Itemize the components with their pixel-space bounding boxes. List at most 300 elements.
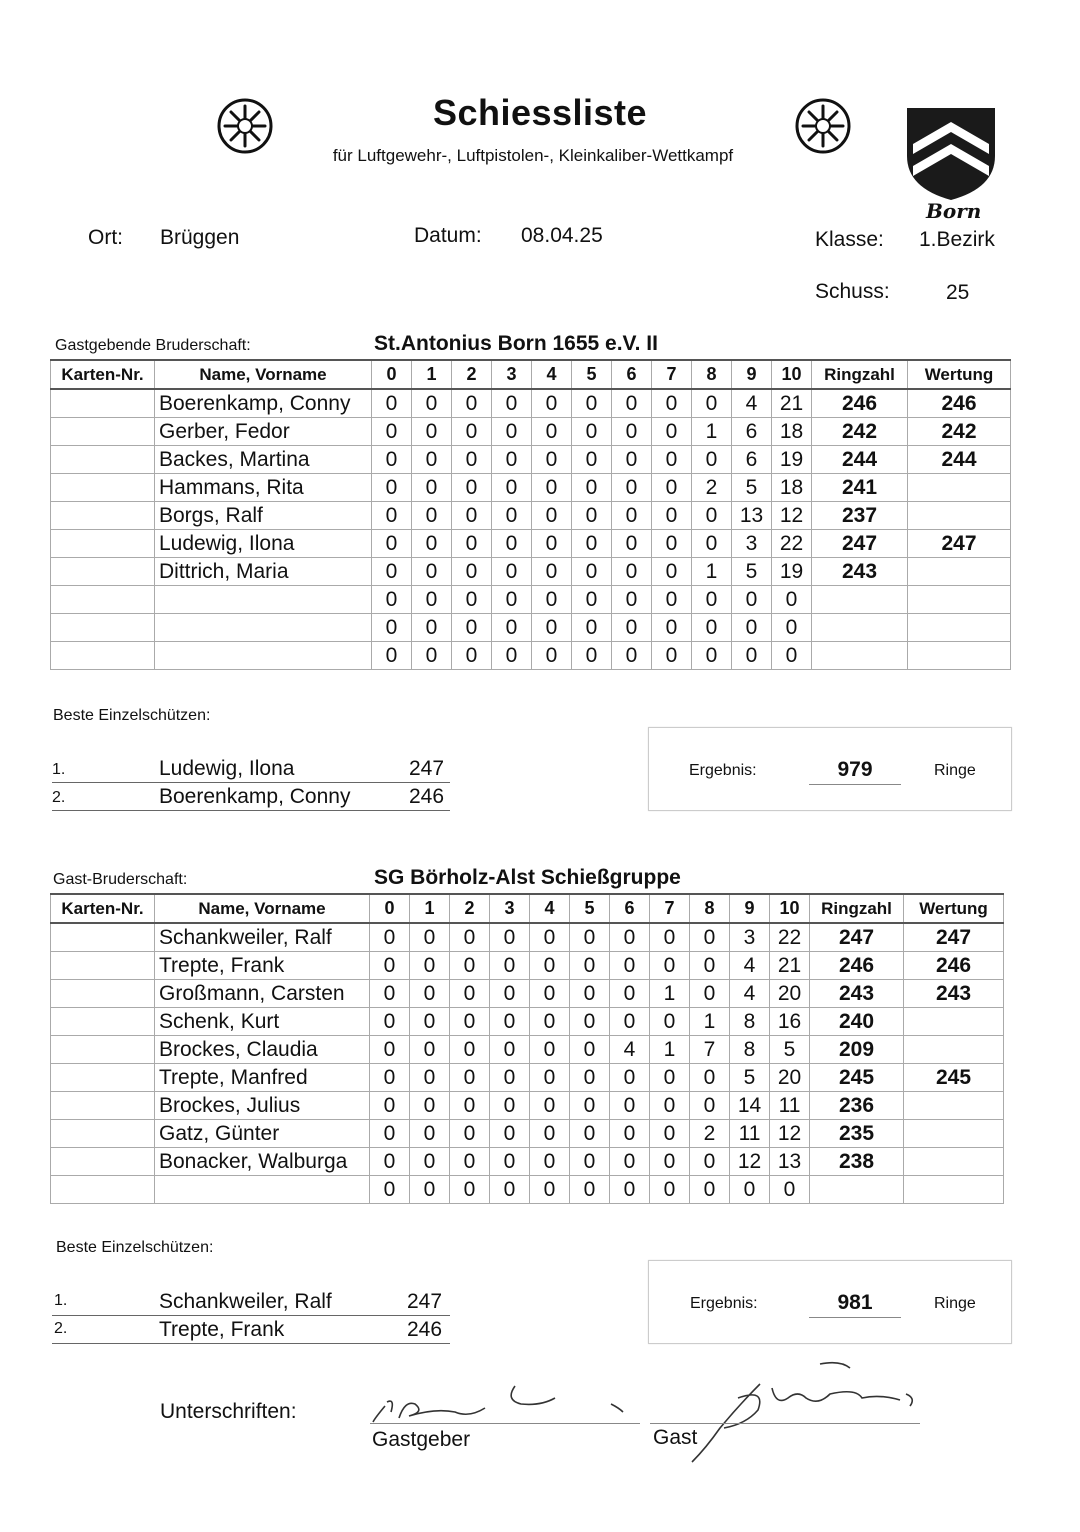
best-rank: 2. bbox=[52, 789, 66, 806]
ring-2-count-cell: 0 bbox=[450, 1148, 490, 1176]
ring-4-count-cell: 0 bbox=[532, 389, 572, 418]
ring-10-count-cell: 0 bbox=[772, 642, 812, 670]
ring-4-header: 4 bbox=[530, 894, 570, 923]
ring-0-count-cell: 0 bbox=[370, 1148, 410, 1176]
table-row bbox=[51, 923, 1004, 952]
ring-8-count-cell: 1 bbox=[692, 418, 732, 446]
shooter-name-cell: Gatz, Günter bbox=[155, 1120, 370, 1148]
ring-6-count-cell: 0 bbox=[612, 530, 652, 558]
ring-1-count-cell: 0 bbox=[410, 1176, 450, 1204]
ring-7-count-cell: 0 bbox=[652, 474, 692, 502]
shooter-name-cell: Brockes, Claudia bbox=[155, 1036, 370, 1064]
wertung-cell bbox=[908, 502, 1011, 530]
wertung-cell: 245 bbox=[904, 1064, 1004, 1092]
ring-9-count-cell: 4 bbox=[730, 980, 770, 1008]
ring-7-header: 7 bbox=[650, 894, 690, 923]
ring-7-count-cell: 0 bbox=[650, 1120, 690, 1148]
ring-1-count-cell: 0 bbox=[410, 1148, 450, 1176]
karten-nr-cell bbox=[51, 1176, 155, 1204]
host-best-row bbox=[52, 757, 450, 783]
table-row bbox=[51, 389, 1011, 418]
page-title: Schiessliste bbox=[432, 92, 648, 133]
ring-9-count-cell: 14 bbox=[730, 1092, 770, 1120]
ring-10-count-cell: 5 bbox=[770, 1036, 810, 1064]
chevron-shield-crest-icon bbox=[903, 104, 999, 202]
ringzahl-cell: 246 bbox=[810, 952, 904, 980]
best-name: Boerenkamp, Conny bbox=[159, 785, 351, 808]
ring-8-count-cell: 0 bbox=[690, 1092, 730, 1120]
signatures-label: Unterschriften: bbox=[160, 1400, 297, 1423]
ring-2-count-cell: 0 bbox=[452, 389, 492, 418]
karten-nr-cell bbox=[51, 1008, 155, 1036]
ring-3-count-cell: 0 bbox=[490, 1036, 530, 1064]
ring-0-count-cell: 0 bbox=[370, 952, 410, 980]
ring-9-count-cell: 0 bbox=[730, 1176, 770, 1204]
ring-8-count-cell: 2 bbox=[690, 1120, 730, 1148]
table-row bbox=[51, 1036, 1004, 1064]
ring-3-count-cell: 0 bbox=[492, 418, 532, 446]
host-best-row bbox=[52, 785, 450, 811]
ring-1-count-cell: 0 bbox=[412, 389, 452, 418]
karten-nr-cell bbox=[51, 586, 155, 614]
ring-4-header: 4 bbox=[532, 360, 572, 389]
ring-4-count-cell: 0 bbox=[532, 418, 572, 446]
best-score: 247 bbox=[407, 1290, 443, 1313]
ring-0-count-cell: 0 bbox=[370, 923, 410, 952]
ring-0-count-cell: 0 bbox=[370, 1036, 410, 1064]
ring-9-count-cell: 13 bbox=[732, 502, 772, 530]
ring-10-count-cell: 21 bbox=[772, 389, 812, 418]
ergebnis-label: Ergebnis: bbox=[689, 762, 757, 779]
ring-2-header: 2 bbox=[450, 894, 490, 923]
schuss-label: Schuss: bbox=[815, 280, 890, 303]
karten-nr-cell bbox=[51, 1036, 155, 1064]
ring-1-count-cell: 0 bbox=[410, 1036, 450, 1064]
ringzahl-cell: 235 bbox=[810, 1120, 904, 1148]
ring-10-count-cell: 18 bbox=[772, 418, 812, 446]
ring-4-count-cell: 0 bbox=[532, 530, 572, 558]
ring-4-count-cell: 0 bbox=[530, 1092, 570, 1120]
page-subtitle: für Luftgewehr-, Luftpistolen-, Kleinkaliber-Wettkampf bbox=[332, 146, 734, 165]
karten-nr-cell bbox=[51, 530, 155, 558]
ring-4-count-cell: 0 bbox=[530, 1064, 570, 1092]
karten-nr-cell bbox=[51, 418, 155, 446]
ring-2-count-cell: 0 bbox=[450, 1120, 490, 1148]
ring-1-count-cell: 0 bbox=[412, 418, 452, 446]
ringzahl-cell: 237 bbox=[812, 502, 908, 530]
wertung-cell: 246 bbox=[908, 389, 1011, 418]
shooter-name-cell: Schenk, Kurt bbox=[155, 1008, 370, 1036]
ring-10-count-cell: 13 bbox=[770, 1148, 810, 1176]
ring-4-count-cell: 0 bbox=[532, 446, 572, 474]
ringzahl-cell: 236 bbox=[810, 1092, 904, 1120]
ring-8-count-cell: 0 bbox=[690, 923, 730, 952]
table-row bbox=[51, 642, 1011, 670]
ring-3-count-cell: 0 bbox=[490, 1064, 530, 1092]
ringzahl-cell bbox=[810, 1176, 904, 1204]
ring-7-count-cell: 0 bbox=[652, 502, 692, 530]
best-rank: 1. bbox=[54, 1292, 68, 1309]
ring-5-count-cell: 0 bbox=[570, 1064, 610, 1092]
ring-10-header: 10 bbox=[772, 360, 812, 389]
ring-9-count-cell: 11 bbox=[730, 1120, 770, 1148]
ergebnis-value: 979 bbox=[809, 758, 901, 785]
wertung-cell: 243 bbox=[904, 980, 1004, 1008]
ring-0-header: 0 bbox=[372, 360, 412, 389]
ring-6-count-cell: 0 bbox=[610, 1176, 650, 1204]
ring-8-count-cell: 0 bbox=[692, 446, 732, 474]
ring-4-count-cell: 0 bbox=[532, 474, 572, 502]
ring-3-header: 3 bbox=[492, 360, 532, 389]
ring-3-count-cell: 0 bbox=[492, 446, 532, 474]
host-signature-caption: Gastgeber bbox=[372, 1428, 471, 1451]
ring-6-count-cell: 0 bbox=[610, 952, 650, 980]
karten-nr-cell bbox=[51, 502, 155, 530]
ring-4-count-cell: 0 bbox=[532, 642, 572, 670]
shooter-name-cell: Trepte, Frank bbox=[155, 952, 370, 980]
ring-1-count-cell: 0 bbox=[412, 586, 452, 614]
host-label: Gastgebende Bruderschaft: bbox=[55, 337, 251, 354]
ringzahl-cell: 247 bbox=[812, 530, 908, 558]
ring-3-count-cell: 0 bbox=[492, 558, 532, 586]
ring-10-count-cell: 20 bbox=[770, 980, 810, 1008]
ringzahl-cell: 243 bbox=[812, 558, 908, 586]
ring-2-count-cell: 0 bbox=[450, 1064, 490, 1092]
ring-1-count-cell: 0 bbox=[410, 980, 450, 1008]
ring-8-count-cell: 0 bbox=[690, 1176, 730, 1204]
ring-6-count-cell: 0 bbox=[612, 389, 652, 418]
best-name: Ludewig, Ilona bbox=[159, 757, 295, 780]
ring-3-count-cell: 0 bbox=[490, 1008, 530, 1036]
shooter-name-cell: Schankweiler, Ralf bbox=[155, 923, 370, 952]
karten-nr-cell bbox=[51, 558, 155, 586]
ring-10-count-cell: 0 bbox=[770, 1176, 810, 1204]
name-header: Name, Vorname bbox=[155, 360, 372, 389]
ring-10-count-cell: 18 bbox=[772, 474, 812, 502]
datum-label: Datum: bbox=[414, 224, 482, 247]
ring-5-count-cell: 0 bbox=[570, 1092, 610, 1120]
ring-10-count-cell: 12 bbox=[770, 1120, 810, 1148]
host-team-name: St.Antonius Born 1655 e.V. II bbox=[374, 332, 658, 355]
ring-0-count-cell: 0 bbox=[370, 1008, 410, 1036]
karten-nr-cell bbox=[51, 389, 155, 418]
name-header: Name, Vorname bbox=[155, 894, 370, 923]
shooter-name-cell: Gerber, Fedor bbox=[155, 418, 372, 446]
ringe-label: Ringe bbox=[934, 1295, 976, 1312]
ring-3-header: 3 bbox=[490, 894, 530, 923]
ring-2-count-cell: 0 bbox=[452, 530, 492, 558]
ring-6-count-cell: 0 bbox=[612, 614, 652, 642]
ring-3-count-cell: 0 bbox=[492, 614, 532, 642]
table-row bbox=[51, 446, 1011, 474]
ergebnis-label: Ergebnis: bbox=[690, 1295, 758, 1312]
ring-0-count-cell: 0 bbox=[370, 1120, 410, 1148]
ring-7-count-cell: 1 bbox=[650, 980, 690, 1008]
ring-3-count-cell: 0 bbox=[492, 502, 532, 530]
ring-3-count-cell: 0 bbox=[490, 1148, 530, 1176]
ring-10-count-cell: 19 bbox=[772, 558, 812, 586]
ring-2-count-cell: 0 bbox=[452, 502, 492, 530]
ring-1-count-cell: 0 bbox=[410, 1120, 450, 1148]
ringzahl-cell: 244 bbox=[812, 446, 908, 474]
ring-6-count-cell: 0 bbox=[612, 558, 652, 586]
host-score-table bbox=[50, 359, 1011, 670]
wertung-cell bbox=[908, 474, 1011, 502]
ring-1-count-cell: 0 bbox=[412, 558, 452, 586]
ring-5-count-cell: 0 bbox=[570, 1120, 610, 1148]
table-row bbox=[51, 1176, 1004, 1204]
datum-value: 08.04.25 bbox=[521, 224, 603, 247]
ringzahl-cell: 242 bbox=[812, 418, 908, 446]
best-name: Trepte, Frank bbox=[159, 1318, 285, 1341]
ring-2-count-cell: 0 bbox=[450, 1092, 490, 1120]
ring-9-count-cell: 0 bbox=[732, 642, 772, 670]
ring-1-count-cell: 0 bbox=[412, 474, 452, 502]
ring-1-header: 1 bbox=[412, 360, 452, 389]
ringe-label: Ringe bbox=[934, 762, 976, 779]
guest-signature bbox=[680, 1358, 930, 1468]
ring-5-count-cell: 0 bbox=[572, 446, 612, 474]
ort-value: Brüggen bbox=[160, 226, 240, 249]
ring-9-header: 9 bbox=[730, 894, 770, 923]
ring-4-count-cell: 0 bbox=[532, 558, 572, 586]
karten-nr-cell bbox=[51, 923, 155, 952]
ring-9-count-cell: 6 bbox=[732, 418, 772, 446]
ring-7-count-cell: 0 bbox=[652, 418, 692, 446]
guest-best-row bbox=[52, 1318, 450, 1344]
ring-7-count-cell: 0 bbox=[652, 586, 692, 614]
shooter-name-cell: Backes, Martina bbox=[155, 446, 372, 474]
ring-2-count-cell: 0 bbox=[450, 1176, 490, 1204]
karten-nr-header: Karten-Nr. bbox=[51, 360, 155, 389]
ring-5-count-cell: 0 bbox=[572, 418, 612, 446]
ring-6-count-cell: 0 bbox=[612, 642, 652, 670]
ring-5-count-cell: 0 bbox=[570, 1148, 610, 1176]
ring-7-count-cell: 0 bbox=[650, 923, 690, 952]
wertung-cell: 247 bbox=[904, 923, 1004, 952]
ring-7-count-cell: 0 bbox=[652, 558, 692, 586]
ring-1-count-cell: 0 bbox=[412, 642, 452, 670]
ring-0-count-cell: 0 bbox=[372, 418, 412, 446]
best-score: 247 bbox=[409, 757, 445, 780]
table-row bbox=[51, 952, 1004, 980]
shooter-name-cell bbox=[155, 642, 372, 670]
ring-5-count-cell: 0 bbox=[572, 586, 612, 614]
ring-0-count-cell: 0 bbox=[370, 1092, 410, 1120]
ring-5-header: 5 bbox=[570, 894, 610, 923]
table-row bbox=[51, 474, 1011, 502]
ring-9-count-cell: 8 bbox=[730, 1008, 770, 1036]
ring-4-count-cell: 0 bbox=[530, 952, 570, 980]
karten-nr-cell bbox=[51, 1120, 155, 1148]
ring-4-count-cell: 0 bbox=[532, 586, 572, 614]
wertung-cell bbox=[904, 1148, 1004, 1176]
ring-2-count-cell: 0 bbox=[450, 1036, 490, 1064]
wertung-header: Wertung bbox=[904, 894, 1004, 923]
ring-8-count-cell: 0 bbox=[690, 980, 730, 1008]
ring-10-count-cell: 12 bbox=[772, 502, 812, 530]
karten-nr-cell bbox=[51, 446, 155, 474]
ring-5-count-cell: 0 bbox=[570, 952, 610, 980]
ring-7-count-cell: 0 bbox=[650, 1092, 690, 1120]
ring-8-count-cell: 0 bbox=[692, 389, 732, 418]
ring-5-count-cell: 0 bbox=[572, 614, 612, 642]
karten-nr-cell bbox=[51, 1064, 155, 1092]
ring-9-count-cell: 3 bbox=[730, 923, 770, 952]
ring-8-header: 8 bbox=[690, 894, 730, 923]
klasse-label: Klasse: bbox=[815, 228, 884, 251]
ring-10-header: 10 bbox=[770, 894, 810, 923]
ring-9-count-cell: 6 bbox=[732, 446, 772, 474]
karten-nr-header: Karten-Nr. bbox=[51, 894, 155, 923]
ring-1-count-cell: 0 bbox=[410, 1064, 450, 1092]
crest-caption: Born bbox=[926, 199, 982, 223]
ring-4-count-cell: 0 bbox=[530, 1036, 570, 1064]
ring-2-count-cell: 0 bbox=[450, 923, 490, 952]
ring-2-count-cell: 0 bbox=[452, 558, 492, 586]
table-row bbox=[51, 586, 1011, 614]
table-row bbox=[51, 1148, 1004, 1176]
ring-0-count-cell: 0 bbox=[372, 530, 412, 558]
ring-9-count-cell: 4 bbox=[732, 389, 772, 418]
wertung-header: Wertung bbox=[908, 360, 1011, 389]
ring-5-count-cell: 0 bbox=[570, 1176, 610, 1204]
ring-6-header: 6 bbox=[610, 894, 650, 923]
ring-7-count-cell: 0 bbox=[650, 1064, 690, 1092]
ring-7-count-cell: 0 bbox=[652, 530, 692, 558]
ring-1-count-cell: 0 bbox=[412, 502, 452, 530]
ring-9-count-cell: 3 bbox=[732, 530, 772, 558]
ring-0-count-cell: 0 bbox=[372, 474, 412, 502]
ring-3-count-cell: 0 bbox=[492, 530, 532, 558]
ring-8-count-cell: 0 bbox=[692, 530, 732, 558]
guest-signature-line bbox=[650, 1423, 920, 1424]
ergebnis-value: 981 bbox=[809, 1291, 901, 1318]
ring-10-count-cell: 20 bbox=[770, 1064, 810, 1092]
table-row bbox=[51, 1120, 1004, 1148]
ring-8-count-cell: 0 bbox=[690, 1148, 730, 1176]
host-result-box bbox=[648, 727, 1012, 811]
shooting-target-cross-icon bbox=[794, 97, 852, 155]
ring-6-count-cell: 0 bbox=[612, 586, 652, 614]
ring-1-count-cell: 0 bbox=[410, 952, 450, 980]
ring-6-count-cell: 0 bbox=[612, 446, 652, 474]
shooter-name-cell: Hammans, Rita bbox=[155, 474, 372, 502]
ring-9-count-cell: 5 bbox=[732, 558, 772, 586]
guest-signature-caption: Gast bbox=[653, 1426, 698, 1449]
shooter-name-cell bbox=[155, 586, 372, 614]
ring-9-count-cell: 4 bbox=[730, 952, 770, 980]
host-best-label: Beste Einzelschützen: bbox=[53, 707, 211, 724]
schuss-value: 25 bbox=[946, 281, 970, 304]
ring-3-count-cell: 0 bbox=[490, 980, 530, 1008]
ring-0-count-cell: 0 bbox=[372, 446, 412, 474]
wertung-cell bbox=[908, 614, 1011, 642]
ring-3-count-cell: 0 bbox=[490, 923, 530, 952]
ring-2-header: 2 bbox=[452, 360, 492, 389]
ring-4-count-cell: 0 bbox=[530, 1008, 570, 1036]
ring-8-count-cell: 0 bbox=[692, 586, 732, 614]
ring-10-count-cell: 0 bbox=[772, 614, 812, 642]
ring-10-count-cell: 11 bbox=[770, 1092, 810, 1120]
ring-7-count-cell: 0 bbox=[652, 614, 692, 642]
ring-5-count-cell: 0 bbox=[570, 1008, 610, 1036]
ring-2-count-cell: 0 bbox=[452, 474, 492, 502]
table-row bbox=[51, 530, 1011, 558]
ring-6-count-cell: 0 bbox=[610, 1008, 650, 1036]
wertung-cell bbox=[904, 1036, 1004, 1064]
ring-2-count-cell: 0 bbox=[452, 446, 492, 474]
ringzahl-cell: 245 bbox=[810, 1064, 904, 1092]
ring-10-count-cell: 0 bbox=[772, 586, 812, 614]
ring-5-count-cell: 0 bbox=[570, 980, 610, 1008]
ring-6-count-cell: 0 bbox=[610, 1148, 650, 1176]
wertung-cell: 247 bbox=[908, 530, 1011, 558]
ring-1-count-cell: 0 bbox=[412, 446, 452, 474]
ring-10-count-cell: 22 bbox=[772, 530, 812, 558]
ring-0-count-cell: 0 bbox=[372, 558, 412, 586]
ring-6-count-cell: 0 bbox=[610, 980, 650, 1008]
best-rank: 2. bbox=[54, 1320, 68, 1337]
ring-8-count-cell: 0 bbox=[690, 1064, 730, 1092]
ring-10-count-cell: 16 bbox=[770, 1008, 810, 1036]
ring-0-count-cell: 0 bbox=[372, 502, 412, 530]
ring-1-count-cell: 0 bbox=[412, 614, 452, 642]
best-rank: 1. bbox=[52, 761, 66, 778]
ring-2-count-cell: 0 bbox=[450, 1008, 490, 1036]
best-score: 246 bbox=[409, 785, 445, 808]
karten-nr-cell bbox=[51, 1092, 155, 1120]
ring-3-count-cell: 0 bbox=[492, 474, 532, 502]
ring-7-count-cell: 0 bbox=[650, 1176, 690, 1204]
ring-0-count-cell: 0 bbox=[370, 980, 410, 1008]
ring-0-count-cell: 0 bbox=[372, 642, 412, 670]
ringzahl-cell: 247 bbox=[810, 923, 904, 952]
ring-4-count-cell: 0 bbox=[530, 980, 570, 1008]
ring-1-count-cell: 0 bbox=[412, 530, 452, 558]
ring-7-count-cell: 0 bbox=[650, 1148, 690, 1176]
ring-4-count-cell: 0 bbox=[532, 614, 572, 642]
ring-3-count-cell: 0 bbox=[490, 952, 530, 980]
ringzahl-cell: 246 bbox=[812, 389, 908, 418]
table-row bbox=[51, 1092, 1004, 1120]
guest-best-row bbox=[52, 1290, 450, 1316]
ring-10-count-cell: 21 bbox=[770, 952, 810, 980]
ring-2-count-cell: 0 bbox=[452, 418, 492, 446]
ring-8-count-cell: 0 bbox=[690, 952, 730, 980]
karten-nr-cell bbox=[51, 1148, 155, 1176]
ring-3-count-cell: 0 bbox=[492, 642, 532, 670]
ring-0-count-cell: 0 bbox=[372, 389, 412, 418]
table-row bbox=[51, 1064, 1004, 1092]
ring-6-count-cell: 0 bbox=[610, 1064, 650, 1092]
ring-1-count-cell: 0 bbox=[410, 923, 450, 952]
ring-4-count-cell: 0 bbox=[530, 1148, 570, 1176]
guest-best-label: Beste Einzelschützen: bbox=[56, 1239, 214, 1256]
shooter-name-cell: Trepte, Manfred bbox=[155, 1064, 370, 1092]
ring-0-count-cell: 0 bbox=[370, 1064, 410, 1092]
shooter-name-cell: Dittrich, Maria bbox=[155, 558, 372, 586]
ring-7-count-cell: 0 bbox=[652, 642, 692, 670]
ring-10-count-cell: 22 bbox=[770, 923, 810, 952]
best-name: Schankweiler, Ralf bbox=[159, 1290, 332, 1313]
ring-9-header: 9 bbox=[732, 360, 772, 389]
shooter-name-cell: Großmann, Carsten bbox=[155, 980, 370, 1008]
ringzahl-cell: 243 bbox=[810, 980, 904, 1008]
ring-5-count-cell: 0 bbox=[572, 642, 612, 670]
ringzahl-cell: 241 bbox=[812, 474, 908, 502]
wertung-cell: 244 bbox=[908, 446, 1011, 474]
